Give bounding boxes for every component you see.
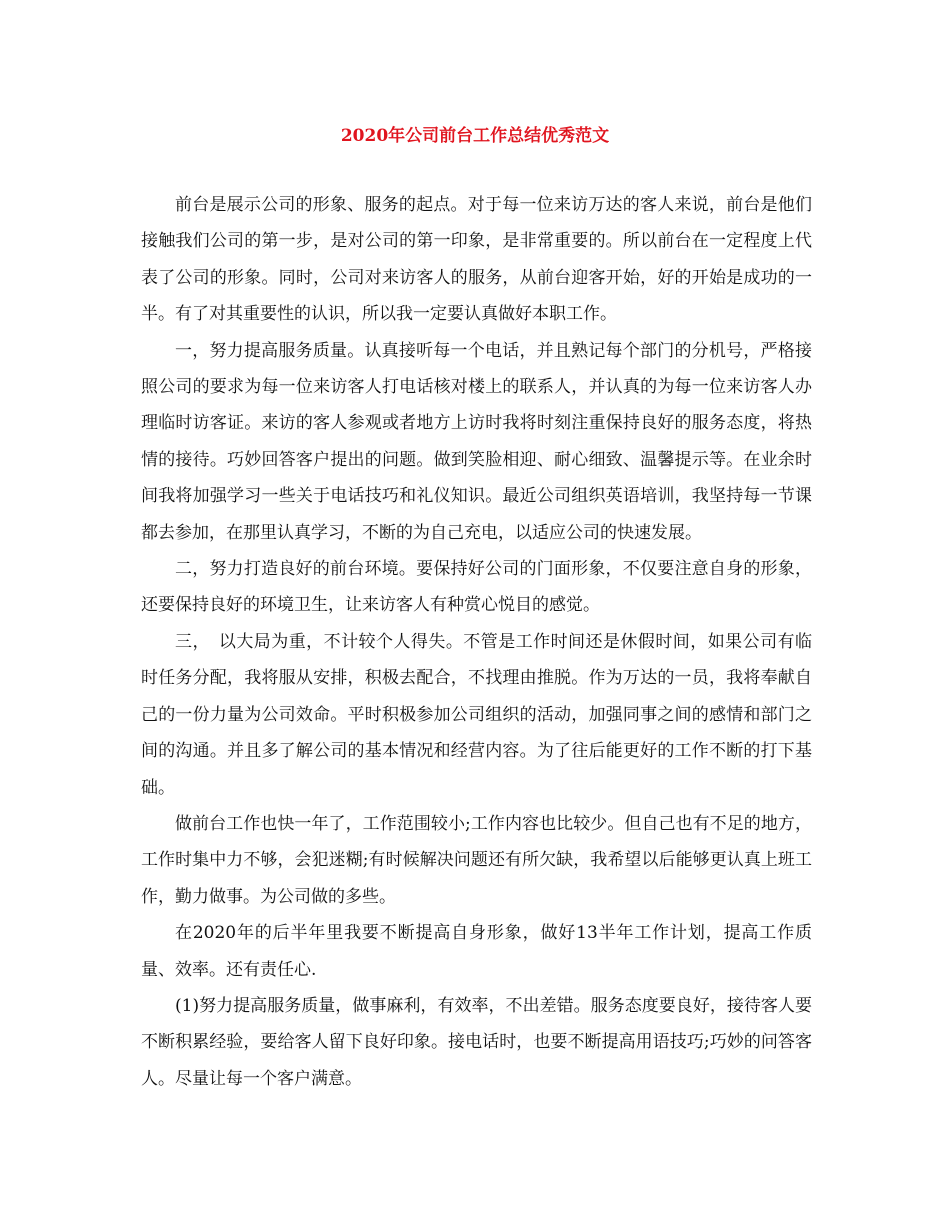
document-body [141, 187, 812, 1097]
paragraph-point-one: 一，努力提高服务质量。认真接听每一个电话，并且熟记每个部门的分机号，严格接照公司的要求为每一位来访客人打电话核对楼上的联系人，并认真的为每一位来访客人办理临时访客证。来访的客人参观或者地方上访时我将时刻注重保持良好的服务态度，将热情的接待。巧妙回答客户提出的问题。做到笑脸相迎、耐心细致、温馨提示等。在业余时间我将加强学习一些关于电话技巧和礼仪知识。最近公司组织英语培训，我坚持每一节课都去参加，在那里认真学习，不断的为自己充电，以适应公司的快速发展。 [141, 340, 812, 543]
paragraph-plan-item-one: (1)努力提高服务质量，做事麻利，有效率，不出差错。服务态度要良好，接待客人要不断积累经验，要给客人留下良好印象。接电话时，也要不断提高用语技巧;巧妙的问答客人。尽量让每一个客户满意。 [141, 995, 812, 1089]
paragraph-intro: 前台是展示公司的形象、服务的起点。对于每一位来访万达的客人来说，前台是他们接触我们公司的第一步，是对公司的第一印象，是非常重要的。所以前台在一定程度上代表了公司的形象。同时，公司对来访客人的服务，从前台迎客开始，好的开始是成功的一半。有了对其重要性的认识，所以我一定要认真做好本职工作。 [141, 195, 812, 325]
paragraph-plan: 在2020年的后半年里我要不断提高自身形象，做好13半年工作计划，提高工作质量、效率。还有责任心. [141, 923, 812, 980]
document-title: 2020年公司前台工作总结优秀范文 [340, 126, 610, 146]
paragraph-point-two: 二，努力打造良好的前台环境。要保持好公司的门面形象，不仅要注意自身的形象，还要保持良好的环境卫生，让来访客人有种赏心悦目的感觉。 [141, 559, 812, 616]
paragraph-reflection: 做前台工作也快一年了，工作范围较小;工作内容也比较少。但自己也有不足的地方，工作时集中力不够，会犯迷糊;有时候解决问题还有所欠缺，我希望以后能够更认真上班工作，勤力做事。为公司做的多些。 [141, 813, 812, 907]
paragraph-point-three: 三， 以大局为重，不计较个人得失。不管是工作时间还是休假时间，如果公司有临时任务分配，我将服从安排，积极去配合，不找理由推脱。作为万达的一员，我将奉献自己的一份力量为公司效命。平时积极参加公司组织的活动，加强同事之间的感情和部门之间的沟通。并且多了解公司的基本情况和经营内容。为了往后能更好的工作不断的打下基础。 [141, 631, 812, 798]
